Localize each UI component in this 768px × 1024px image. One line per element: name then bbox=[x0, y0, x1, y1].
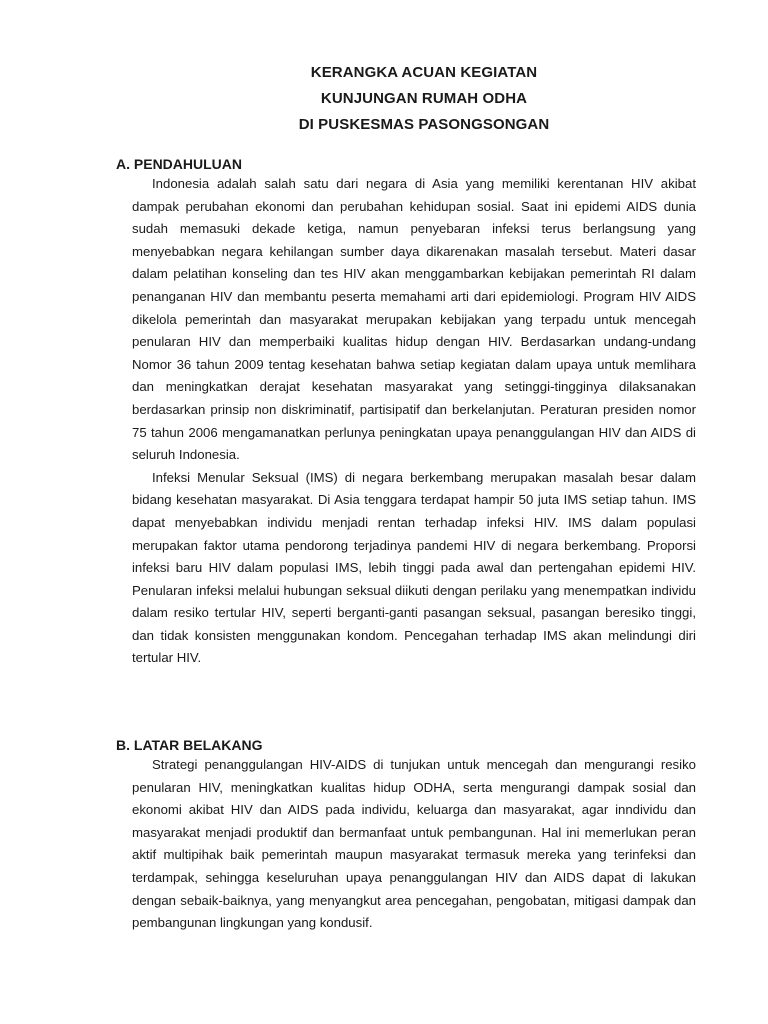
paragraph: Indonesia adalah salah satu dari negara di Asia yang memiliki kerentanan HIV akibat dampak perubahan ekonomi dan perubahan kehidupan sosial. Saat ini epidemi AIDS dunia sudah memasuki dekade ketiga, namun penyebaran infeksi terus berlangsung yang menyebabkan negara kehilangan sumber daya dikarenakan masalah tersebut. Materi dasar dalam pelatihan konseling dan tes HIV akan menggambarkan kebijakan pemerintah RI dalam penanganan HIV dan membantu peserta memahami arti dari epidemiologi. Program HIV AIDS dikelola pemerintah dan masyarakat merupakan kebijakan yang terpadu untuk mencegah penularan HIV dan memperbaiki kualitas hidup dengan HIV. Berdasarkan undang-undang Nomor 36 tahun 2009 tentag kesehatan bahwa setiap kegiatan dalam upaya untuk memlihara dan meningkatkan derajat kesehatan masyarakat yang setinggi-tingginya dilaksanakan berdasarkan prinsip non diskriminatif, partisipatif dan berkelanjutan. Peraturan presiden nomor 75 tahun 2006 mengamanatkan perlunya peningkatan upaya penanggulangan HIV dan AIDS di seluruh Indonesia. bbox=[132, 176, 696, 463]
title-line-1: KERANGKA ACUAN KEGIATAN bbox=[310, 64, 538, 81]
document-title bbox=[0, 60, 768, 138]
section-heading: A. PENDAHULUAN bbox=[116, 156, 242, 172]
paragraph: Strategi penanggulangan HIV-AIDS di tunjukan untuk mencegah dan mengurangi resiko penularan HIV, meningkatkan kualitas hidup ODHA, serta mengurangi dampak sosial dan ekonomi akibat HIV dan AIDS pada individu, keluarga dan masyarakat, agar inndividu dan masyarakat menjadi produktif dan bermanfaat untuk pembangunan. Hal ini memerlukan peran aktif multipihak baik pemerintah maupun masyarakat termasuk mereka yang terinfeksi dan terdampak, sehingga keseluruhan upaya penanggulangan HIV dan AIDS dapat di lakukan dengan sebaik-baiknya, yang menyangkut area pencegahan, pengobatan, mitigasi dampak dan pembangunan lingkungan yang kondusif. bbox=[132, 757, 696, 931]
section-latar-belakang bbox=[116, 737, 696, 935]
section-heading: B. LATAR BELAKANG bbox=[116, 737, 263, 753]
section-body bbox=[132, 754, 696, 935]
section-pendahuluan bbox=[116, 156, 696, 670]
paragraph: Infeksi Menular Seksual (IMS) di negara berkembang merupakan masalah besar dalam bidang kesehatan masyarakat. Di Asia tenggara terdapat hampir 50 juta IMS setiap tahun. IMS dapat menyebabkan individu menjadi rentan terhadap infeksi HIV. IMS dalam populasi merupakan faktor utama pendorong terjadinya pandemi HIV di negara berkembang. Proporsi infeksi baru HIV dalam populasi IMS, lebih tinggi pada awal dan pertengahan epidemi HIV. Penularan infeksi melalui hubungan seksual diikuti dengan perilaku yang menempatkan individu dalam resiko tertular HIV, seperti berganti-ganti pasangan seksual, pasangan beresiko tinggi, dan tidak konsisten menggunakan kondom. Pencegahan terhadap IMS akan melindungi diri tertular HIV. bbox=[132, 469, 696, 666]
title-line-2: KUNJUNGAN RUMAH ODHA bbox=[320, 90, 528, 107]
title-line-3: DI PUSKESMAS PASONGSONGAN bbox=[298, 116, 550, 133]
section-body bbox=[132, 173, 696, 670]
